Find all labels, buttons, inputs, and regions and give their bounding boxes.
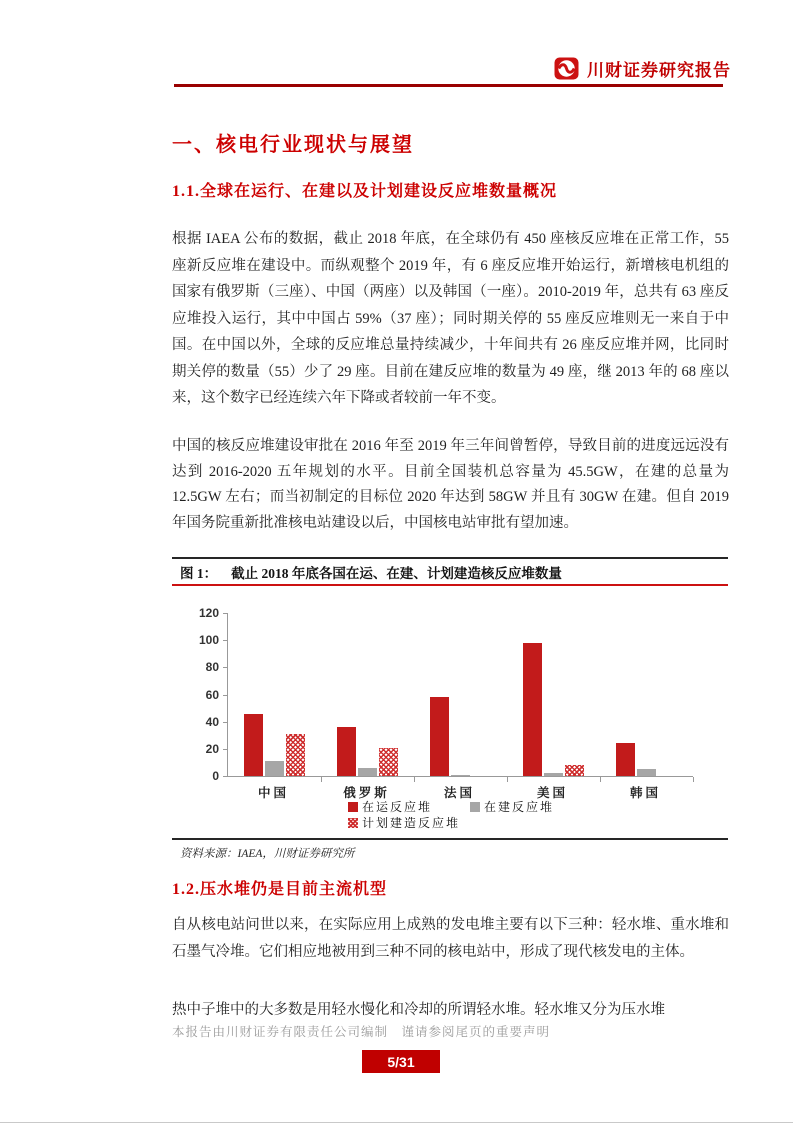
legend-row-2 [348,815,554,831]
x-axis-label: 中国 [257,786,289,800]
chart-legend [348,799,554,831]
bar [565,765,584,776]
section-1-1-heading: 1.1.全球在运行、在建以及计划建设反应堆数量概况 [172,183,558,200]
figure-caption [180,562,728,582]
figure-caption-underline [172,584,728,586]
x-axis-label: 韩国 [629,786,661,800]
legend-label-operating: 在运反应堆 [362,800,433,814]
bar-group [228,613,321,776]
bar [358,768,377,776]
figure-bottom-rule [172,838,728,840]
legend-swatch-planned [348,818,358,828]
page-number-badge: 5/31 [362,1050,440,1073]
header-divider [174,84,723,87]
legend-swatch-under-construction [470,802,480,812]
figure-title-text: 截止 2018 年底各国在运、在建、计划建造核反应堆数量 [231,566,562,581]
y-axis-label: 60 [205,687,219,702]
legend-label-planned: 计划建造反应堆 [362,816,461,830]
brand-logo-icon [554,57,579,80]
bar-group [321,613,414,776]
paragraph-2: 中国的核反应堆建设审批在 2016 年至 2019 年三年间曾暂停，导致目前的进度远远没有达到 2016-2020 五年规划的水平。目前全国装机总容量为 45.5GW，在建的总量为 12.5GW 左右；而当初制定的目标位 2020 年达到 58GW 并且有 30GW 在建。但自 2019 年国务院重新批准核电站建设以后，中国核电站审批有望加速。 [172,438,729,531]
figure-label: 图 1： [180,566,218,581]
bar [451,775,470,776]
figure-top-rule [172,557,728,559]
brand-title: 川财证券研究报告 [587,61,731,80]
bar [337,727,356,776]
paragraph-1: 根据 IAEA 公布的数据，截止 2018 年底，在全球仍有 450 座核反应堆在正常工作，55 座新反应堆在建设中。而纵观整个 2019 年，有 6 座反应堆开始运行，新增核电机组的国家有俄罗斯（三座）、中国（两座）以及韩国（一座）。2010-2019 年，总共有 63 座反应堆投入运行，其中中国占 59%（37 座）；同时期关停的 55 座反应堆则无一来自于中国。在中国以外，全球的反应堆总量持续减少，十年间共有 26 座反应堆并网，比同时期关停的数量（55）少了 29 座。目前在建反应堆的数量为 49 座，继 2013 年的 68 座以来，这个数字已经连续六年下降或者较前一年不变。 [172,231,729,406]
legend-item-planned [348,815,460,831]
y-axis-label: 100 [198,633,219,648]
x-axis-label: 美国 [536,786,568,800]
bar [379,748,398,777]
legend-item-operating [348,799,432,815]
chart-plot [227,613,693,777]
bar [616,743,635,776]
bar [523,643,542,776]
bar-group [600,613,693,776]
footer-disclaimer: 本报告由川财证券有限责任公司编制 谨请参阅尾页的重要声明 [172,1025,551,1039]
bar [637,769,656,776]
y-axis-label: 20 [205,741,219,756]
legend-label-under-construction: 在建反应堆 [484,800,555,814]
legend-item-under-construction [470,799,554,815]
x-axis-label: 俄罗斯 [343,786,390,800]
legend-swatch-operating [348,802,358,812]
bar [544,773,563,776]
figure-source: 资料来源：IAEA，川财证券研究所 [180,848,355,860]
reactor-bar-chart [185,606,695,806]
report-header [554,56,731,81]
bar [286,734,305,776]
legend-row-1 [348,799,554,815]
bar-group [414,613,507,776]
chapter-heading: 一、核电行业现状与展望 [172,134,414,156]
y-axis-label: 80 [205,660,219,675]
chart-y-axis [185,606,227,783]
paragraph-4: 热中子堆中的大多数是用轻水慢化和冷却的所谓轻水堆。轻水堆又分为压水堆 [172,1002,665,1018]
bar [430,697,449,776]
bar [265,761,284,776]
y-axis-label: 120 [198,606,219,620]
y-axis-label: 0 [212,769,219,783]
bar [244,714,263,777]
x-axis-label: 法国 [443,786,475,800]
y-axis-label: 40 [205,714,219,729]
paragraph-3: 自从核电站问世以来，在实际应用上成熟的发电堆主要有以下三种：轻水堆、重水堆和石墨气冷堆。它们相应地被用到三种不同的核电站中，形成了现代核发电的主体。 [172,917,729,960]
bar-group [507,613,600,776]
section-1-2-heading: 1.2.压水堆仍是目前主流机型 [172,881,388,898]
